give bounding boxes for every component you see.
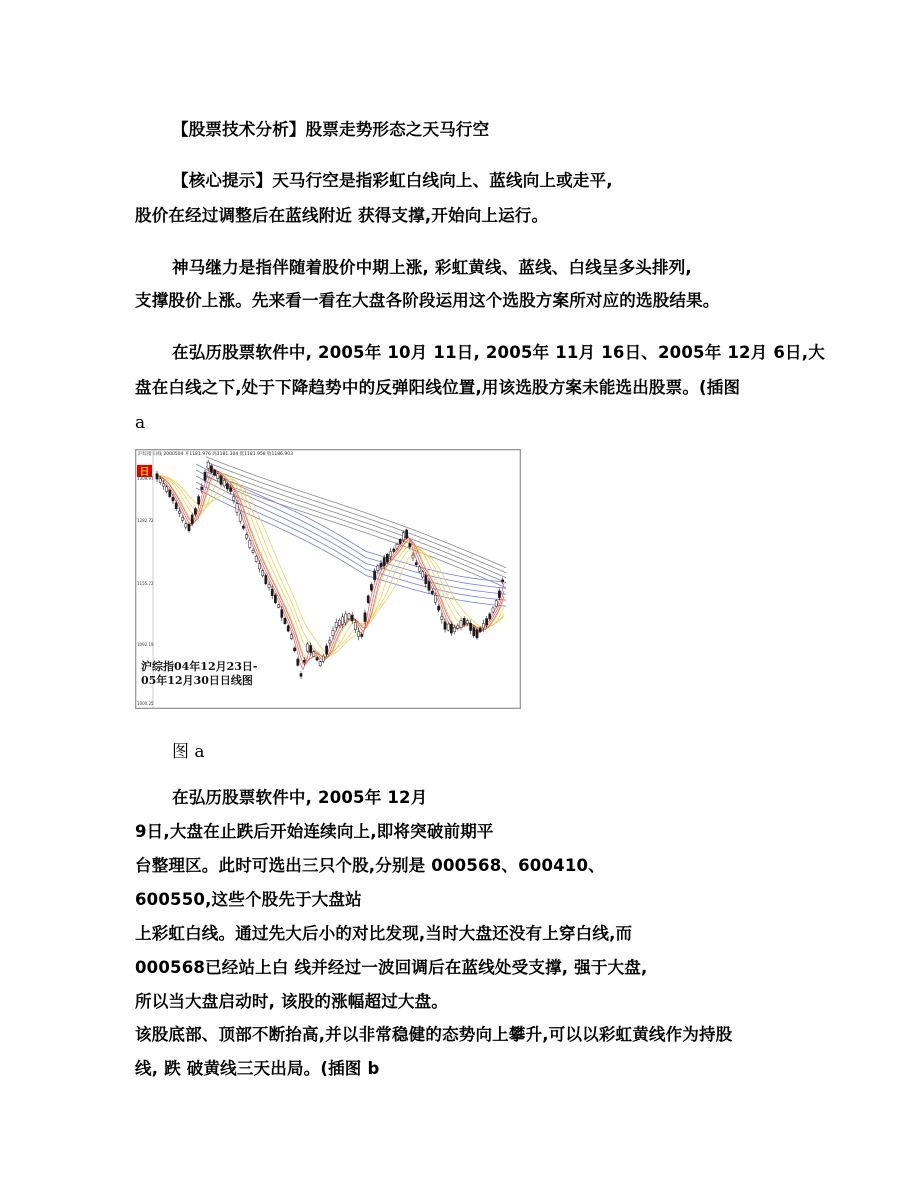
candle-body: [466, 621, 468, 624]
candle-body: [287, 626, 289, 631]
para3-line2: 盘在白线之下,处于下降趋势中的反弹阳线位置,用该选股方案未能选出股票。(插图: [135, 378, 741, 397]
moving-average-line: [206, 477, 506, 588]
candle-body: [294, 648, 296, 651]
candle-body: [230, 488, 232, 492]
moving-average-line: [206, 467, 506, 578]
candle-body: [207, 462, 209, 468]
candle-body: [406, 530, 408, 538]
candle-body: [335, 622, 337, 627]
candle-body: [390, 552, 392, 557]
candle-body: [306, 644, 308, 651]
candle-body: [204, 472, 206, 480]
candle-body: [198, 497, 200, 504]
candle-body: [361, 634, 363, 636]
candle-body: [329, 640, 331, 643]
para4-line3: 台整理区。此时可选出三只个股,分别是 000568、600410、: [135, 856, 605, 875]
candle-body: [255, 556, 257, 561]
para4-line2: 9日,大盘在止跌后开始连续向上,即将突破前期平: [135, 822, 494, 841]
para1-line1: 【核心提示】天马行空是指彩虹白线向上、蓝线向上或走平,: [172, 171, 613, 190]
candle-body: [415, 563, 417, 565]
candle-body: [326, 646, 328, 654]
candle-body: [262, 571, 264, 576]
candle-body: [156, 474, 158, 479]
para4-line7: 所以当大盘启动时, 该股的涨幅超过大盘。: [135, 992, 449, 1011]
candle-body: [409, 544, 411, 548]
candle-body: [281, 610, 283, 618]
para4-line8: 该股底部、顶部不断抬高,并以非常稳健的态势向上攀升,可以以彩虹黄线作为持股: [135, 1025, 733, 1044]
candle-body: [364, 613, 366, 622]
candle-body: [252, 550, 254, 552]
candle-body: [201, 487, 203, 490]
candle-body: [188, 524, 190, 531]
candle-body: [303, 660, 305, 662]
candle-body: [297, 659, 299, 665]
candle-body: [265, 575, 267, 583]
candle-body: [166, 487, 168, 492]
candle-body: [460, 621, 462, 628]
para3-line3: a: [135, 413, 146, 433]
para3-line1: 在弘历股票软件中, 2005年 10月 11日, 2005年 11月 16日、2005年 12月 6日,大: [172, 343, 825, 362]
candle-body: [422, 572, 424, 577]
candle-body: [338, 620, 340, 625]
candle-body: [351, 615, 353, 621]
candle-body: [185, 524, 187, 527]
candle-body: [182, 517, 184, 520]
candle-body: [380, 563, 382, 567]
candle-body: [258, 564, 260, 569]
candle-body: [399, 539, 401, 543]
candle-body: [239, 514, 241, 521]
candle-body: [172, 497, 174, 501]
y-axis-label: 1000.25: [137, 701, 154, 706]
para1-line2: 股价在经过调整后在蓝线附近 获得支撑,开始向上运行。: [135, 206, 549, 225]
candle-body: [274, 595, 276, 603]
candle-body: [450, 624, 452, 633]
para4-line9: 线, 跌 破黄线三天出局。(插图 b: [135, 1059, 380, 1078]
candle-body: [441, 617, 443, 620]
para4-line6: 000568已经站上白 线并经过一波回调后在蓝线处受支撑, 强于大盘,: [135, 958, 648, 977]
candle-body: [178, 511, 180, 513]
figure-a-chart: [135, 449, 521, 709]
candle-body: [300, 674, 302, 677]
candle-body: [396, 544, 398, 548]
candle-body: [492, 608, 494, 612]
candle-body: [438, 606, 440, 610]
para4-line1: 在弘历股票软件中, 2005年 12月: [172, 788, 428, 807]
candle-body: [479, 628, 481, 632]
candle-body: [428, 582, 430, 591]
candle-body: [412, 555, 414, 558]
candle-body: [370, 584, 372, 590]
candle-body: [377, 566, 379, 571]
candle-body: [345, 614, 347, 623]
candle-body: [169, 490, 171, 497]
candle-body: [159, 479, 161, 483]
candle-body: [162, 484, 164, 487]
candle-body: [383, 558, 385, 566]
candle-body: [175, 503, 177, 509]
candle-body: [473, 628, 475, 636]
candle-body: [226, 484, 228, 489]
candle-body: [444, 622, 446, 630]
y-axis-label: 1155.72: [137, 581, 154, 586]
candle-body: [310, 645, 312, 652]
candle-body: [342, 617, 344, 625]
candle-body: [358, 631, 360, 636]
chart-annotation-line1: 沪综指04年12月23日-: [141, 660, 258, 673]
candle-body: [386, 554, 388, 562]
candle-body: [316, 658, 318, 661]
candle-body: [502, 580, 504, 582]
y-axis-label: 1092.19: [137, 642, 154, 647]
candle-body: [284, 618, 286, 623]
candle-body: [223, 480, 225, 485]
candle-body: [402, 533, 404, 540]
candle-body: [470, 623, 472, 630]
candle-body: [249, 540, 251, 547]
candle-body: [498, 591, 500, 598]
moving-average-line: [156, 470, 504, 664]
candle-body: [313, 652, 315, 657]
candle-body: [322, 656, 324, 661]
candle-body: [194, 509, 196, 515]
candle-body: [447, 624, 449, 630]
candle-body: [476, 630, 478, 638]
figure-header-text: 沪综指 日线 2000504 开1181.976 高1181.304 低1181.958 收1186.903: [138, 452, 294, 457]
candle-body: [457, 625, 459, 628]
candle-body: [236, 504, 238, 513]
candle-body: [482, 624, 484, 628]
candle-body: [220, 476, 222, 485]
para2-line2: 支撑股价上涨。先来看一看在大盘各阶段运用这个选股方案所对应的选股结果。: [135, 291, 720, 310]
candle-body: [367, 596, 369, 603]
candle-body: [489, 614, 491, 619]
para4-line4: 600550,这些个股先于大盘站: [135, 890, 362, 909]
candle-body: [319, 662, 321, 666]
figure-caption: 图 a: [172, 742, 205, 762]
period-badge-label: 日: [139, 467, 150, 478]
para2-line1: 神马继力是指伴随着股价中期上涨, 彩虹黄线、蓝线、白线呈多头排列,: [172, 258, 692, 277]
candle-body: [425, 576, 427, 584]
candle-body: [463, 618, 465, 624]
para4-line5: 上彩虹白线。通过先大后小的对比发现,当时大盘还没有上穿白线,而: [135, 924, 633, 943]
candle-body: [233, 496, 235, 500]
candle-body: [348, 614, 350, 619]
candle-body: [217, 474, 219, 479]
candle-body: [210, 466, 212, 473]
candle-body: [268, 584, 270, 587]
y-axis-label: 1309.97: [137, 476, 154, 481]
document-title: 【股票技术分析】股票走势形态之天马行空: [172, 120, 490, 139]
candle-body: [278, 605, 280, 608]
candle-body: [290, 635, 292, 639]
candle-body: [431, 591, 433, 594]
candle-body: [246, 535, 248, 539]
candle-body: [454, 627, 456, 631]
candle-body: [354, 622, 356, 629]
candle-body: [214, 470, 216, 475]
candle-body: [242, 526, 244, 528]
chart-annotation-line2: 05年12月30日日线图: [141, 674, 253, 687]
candle-body: [191, 515, 193, 524]
y-axis-label: 1282.72: [137, 518, 154, 523]
candle-body: [374, 571, 376, 580]
candle-body: [486, 619, 488, 625]
candle-body: [393, 549, 395, 552]
candle-body: [271, 589, 273, 596]
candle-body: [495, 601, 497, 607]
candle-body: [434, 595, 436, 602]
candle-body: [332, 630, 334, 635]
figure-a-graphic: [136, 450, 520, 708]
candle-body: [418, 567, 420, 571]
